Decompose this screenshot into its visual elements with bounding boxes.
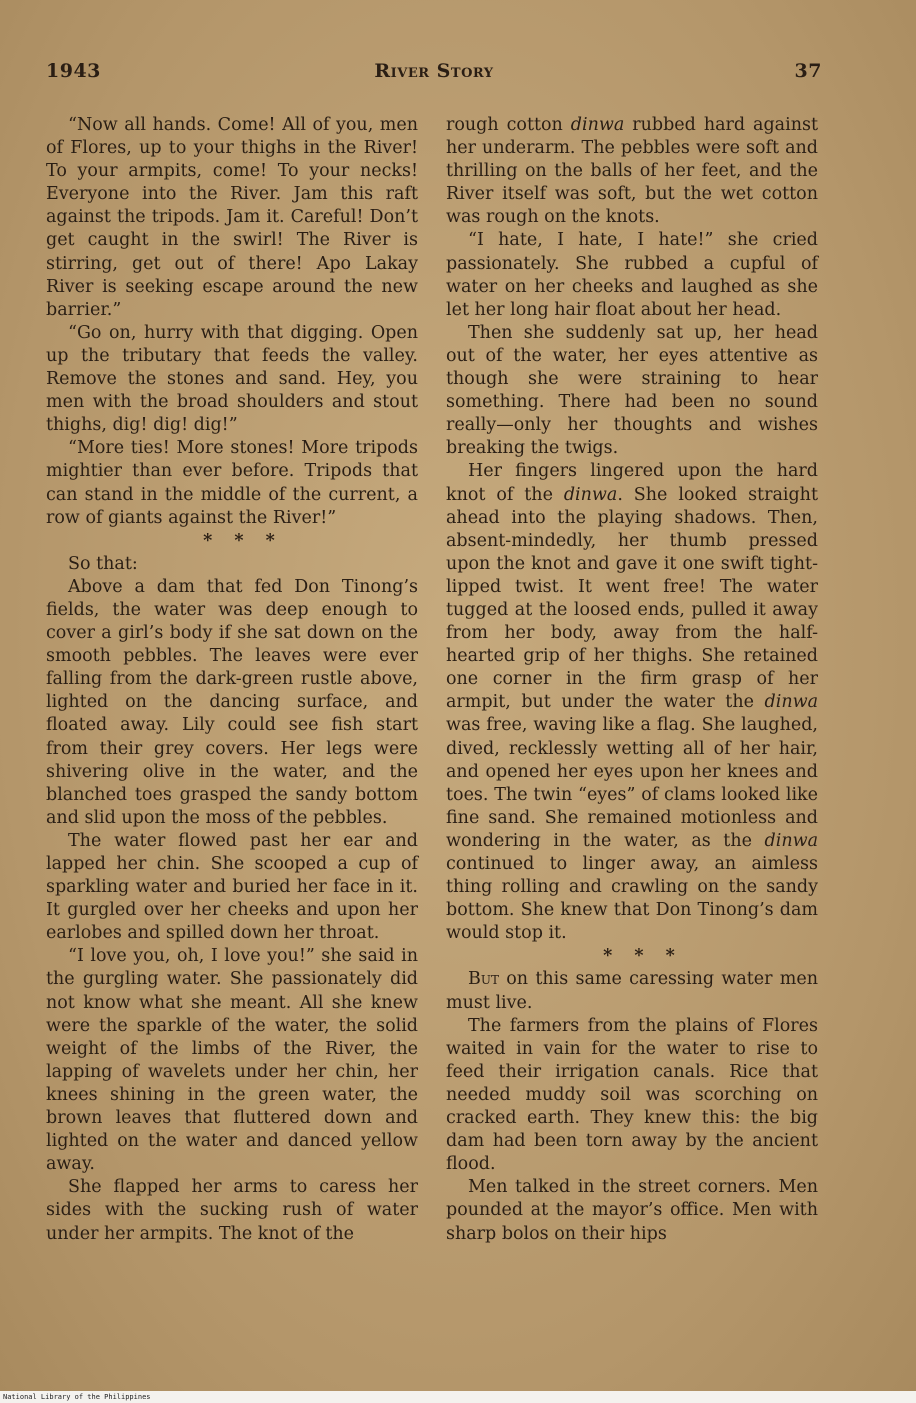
paragraph <box>446 114 818 229</box>
paragraph: The water flowed past her ear and lapped her chin. She scooped a cup of sparkling water and buried her face in it. It gurgled over her cheeks and upon her earlobes and spilled down her throat. <box>46 830 418 944</box>
right-column <box>446 114 818 1246</box>
italic-word: dinwa <box>563 484 618 505</box>
italic-word: dinwa <box>764 830 818 851</box>
paragraph <box>446 460 818 945</box>
header-title: River Story <box>374 60 494 82</box>
italic-word: dinwa <box>764 692 818 713</box>
paragraph: Men talked in the street corners. Men pounded at the mayor’s office. Men with sharp bolos on their hips <box>446 1177 818 1244</box>
small-caps-lead: But <box>468 969 499 990</box>
paragraph: She flapped her arms to caress her sides with the sucking rush of water under her armpits. The knot of the <box>46 1177 418 1244</box>
text-run: on this same caressing water men must live. <box>446 969 818 1013</box>
footer-credit: National Library of the Philippines <box>0 1391 916 1403</box>
paragraph: Above a dam that fed Don Tinong’s fields, the water was deep enough to cover a girl’s body if she sat down on the smooth pebbles. The leaves were ever falling from the dark-green rustle above, lighted on the dancing surface, and floated away. Lily could see fish start from their grey covers. Her legs were shivering olive in the water, and the blanched toes grasped the sandy bottom and slid upon the moss of the pebbles. <box>46 576 418 828</box>
paragraph <box>446 968 818 1014</box>
section-break: * * * <box>203 530 283 551</box>
left-column <box>46 114 418 1246</box>
paragraph: Then she suddenly sat up, her head out of the water, her eyes attentive as though she were straining to hear something. There had been no sound really—only her thoughts and wishes breaking the twigs. <box>446 322 818 459</box>
paragraph: The farmers from the plains of Flores waited in vain for the water to rise to feed their irrigation canals. Rice that needed muddy soil was scorching on cracked earth. They knew this: the big dam had been torn away by the ancient flood. <box>446 1015 818 1175</box>
header-year: 1943 <box>46 60 101 82</box>
text-run: rough cotton <box>446 115 571 135</box>
paragraph: So that: <box>68 553 138 574</box>
text-run: Her fingers lingered upon the hard knot of the <box>446 461 818 505</box>
text-run: rubbed hard against her underarm. The pebbles were soft and thrilling on the balls of her feet, and the River itself was soft, but the wet cotton was rough on the knots. <box>446 115 819 228</box>
header-page-number: 37 <box>794 60 822 82</box>
paragraph: “I hate, I hate, I hate!” she cried passionately. She rubbed a cupful of water on her cheeks and laughed as she let her long hair float about her head. <box>446 230 818 320</box>
paragraph: “More ties! More stones! More tripods mightier than ever before. Tripods that can stand in the middle of the current, a row of giants against the River!” <box>46 438 418 528</box>
paragraph: “Now all hands. Come! All of you, men of Flores, up to your thighs in the River! To your armpits, come! To your necks! Everyone into the River. Jam this raft against the tripods. Jam it. Careful! Don’t get caught in the swirl! The River is stirring, get out of there! Apo Lakay River is seeking escape around the new barrier.” <box>46 115 418 320</box>
text-run: was free, waving like a flag. She laughed, dived, recklessly wetting all of her hair, and opened her eyes upon her knees and toes. The twin “eyes” of clams looked like fine sand. She remained motionless and wondering in the water, as the <box>446 715 818 851</box>
paragraph: “I love you, oh, I love you!” she said in the gurgling water. She passionately did not know what she meant. All she knew were the sparkle of the water, the solid weight of the limbs of the River, the lapping of wavelets under her chin, her knees shining in the green water, the brown leaves that fluttered down and lighted on the water and danced yellow away. <box>46 946 418 1175</box>
paragraph: “Go on, hurry with that digging. Open up the tributary that feeds the valley. Remove the stones and sand. Hey, you men with the broad shoulders and stout thighs, dig! dig! dig!” <box>46 322 418 436</box>
text-run: continued to linger away, an aimless thing rolling and crawling on the sandy bottom. She knew that Don Tinong’s dam would stop it. <box>446 854 818 944</box>
running-header <box>46 60 822 90</box>
italic-word: dinwa <box>570 115 625 135</box>
text-run: . She looked straight ahead into the playing shadows. Then, absent-mindedly, her thumb pressed upon the knot and gave it one swift tight-lipped twist. It went free! The water tugged at the loosed ends, pulled it away from her body, away from the half-hearted grip of her thighs. She retained one corner in the firm grasp of her armpit, but under the water the <box>446 484 818 713</box>
section-break: * * * <box>603 946 683 967</box>
